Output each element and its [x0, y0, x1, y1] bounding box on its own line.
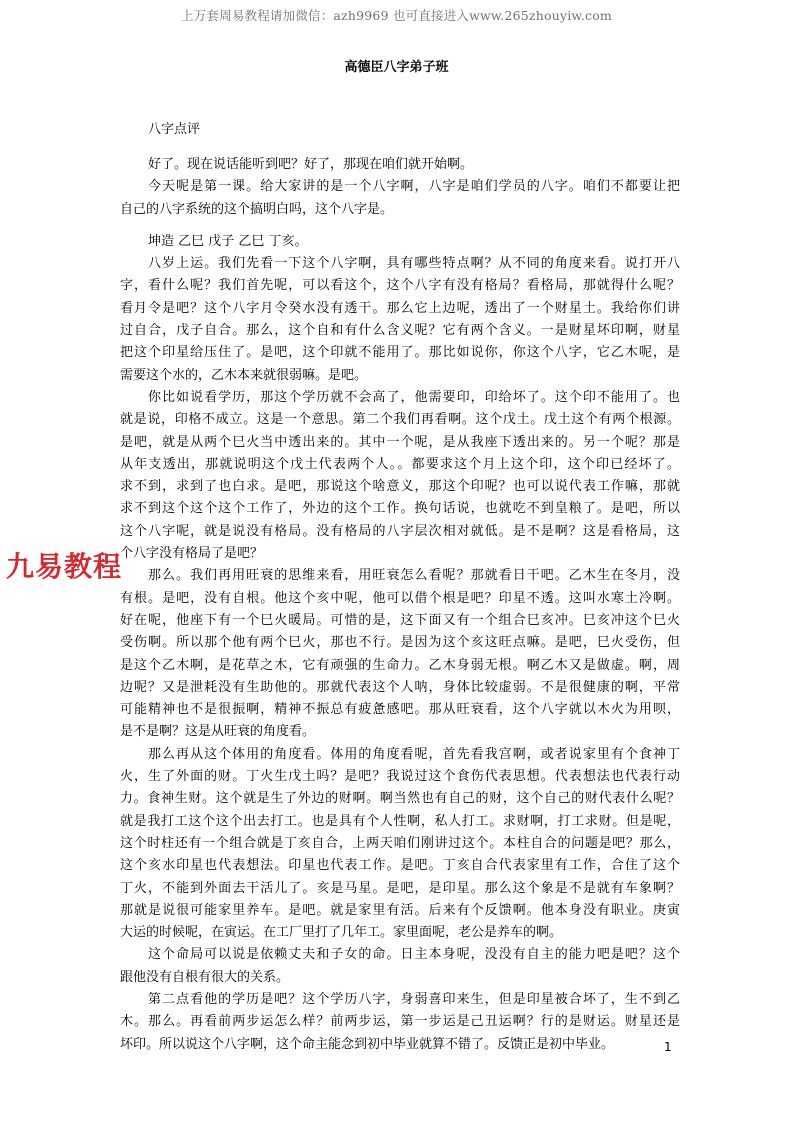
text-line: 力。食神生财。这个就是生了外边的财啊。啊当然也有自己的财，这个自己的财代表什么呢？	[120, 791, 680, 807]
text-line: 好了。现在说话能听到吧？好了，那现在咱们就开始啊。	[148, 157, 474, 172]
text-line: 可能精神也不是很振啊，精神不振总有疲惫感吧。那从旺衰看，这个八字就以木火为用呗，	[120, 702, 680, 718]
text-line: 那就是说很可能家里养车。是吧。就是家里有活。后来有个反馈啊。他本身没有职业。庚寅	[120, 902, 680, 918]
text-line: 求不到，求到了也白求。是吧，那说这个啥意义，那这个印呢？也可以说代表工作嘛，那就	[120, 479, 680, 495]
text-line: 坤造 乙巳 戊子 乙巳 丁亥。	[148, 233, 308, 249]
text-line: 大运的时候呢，在寅运。在工厂里打了几年工。家里面呢，老公是养车的啊。	[120, 925, 563, 941]
text-line: 把这个印星给压住了。是吧，这个印就不能用了。那比如说你，你这个八字，它乙木呢，是	[120, 345, 680, 361]
text-line: 需要这个水的，乙木本来就很弱嘛。是吧。	[120, 367, 368, 383]
text-line: 就是说，印格不成立。这是一个意思。第二个我们再看啊。这个戊土。戊土这个有两个根源。	[120, 412, 680, 428]
promo-banner: 上万套周易教程请加微信：azh9969 也可直接进入www.265zhouyiw.com	[181, 8, 612, 23]
document-title: 高德臣八字弟子班	[344, 60, 449, 75]
page-number: 1	[664, 1040, 672, 1054]
text-line: 受伤啊。所以那个他有两个巳火，那也不行。是因为这个亥这旺点嘛。是吧，巳火受伤，但	[120, 635, 680, 651]
text-line: 火，生了外面的财。丁火生戊土吗？是吧？我说过这个食伤代表思想。代表想法也代表行动	[120, 769, 680, 785]
text-line: 八岁上运。我们先看一下这个八字啊，具有哪些特点啊？从不同的角度来看。说打开八	[148, 256, 680, 272]
text-line: 边呢？又是泄耗没有生助他的。那就代表这个人呐，身体比较虚弱。不是很健康的啊，平常	[120, 679, 680, 695]
text-line: 好在呢，他座下有一个巳火暖局。可惜的是，这下面又有一个组合巳亥冲。巳亥冲这个巳火	[120, 612, 680, 628]
watermark-logo: 九易教程	[6, 550, 123, 583]
text-line: 第二点看他的学历是吧？这个学历八字，身弱喜印来生，但是印星被合坏了，生不到乙	[148, 991, 680, 1007]
text-line: 这个命局可以说是依赖丈夫和子女的命。日主本身呢，没没有自主的能力吧是吧？这个	[148, 947, 680, 963]
text-line: 就是我打工这个这个出去打工。也是具有个人性啊，私人打工。求财啊，打工求财。但是呢，	[120, 813, 680, 829]
text-line: 坏印。所以说这个八字啊，这个命主能念到初中毕业就算不错了。反馈正是初中毕业。	[120, 1036, 615, 1052]
text-line: 这个八字呢，就是说没有格局。没有格局的八字层次相对就低。是不是啊？这是看格局，这	[120, 523, 680, 539]
section-heading: 八字点评	[148, 122, 201, 137]
document-body	[120, 154, 680, 1056]
text-line: 丁火，不能到外面去干活儿了。亥是马星。是吧，是印星。那么这个象是不是就有车象啊？	[120, 880, 680, 896]
text-line: 是这个乙木啊，是花草之木，它有顽强的生命力。乙木身弱无根。啊乙木又是做虚。啊，周	[120, 657, 680, 673]
text-line: 这个时柱还有一个组合就是丁亥自合，上两天咱们刚讲过这个。本柱自合的问题是吧？那么，	[120, 835, 680, 851]
text-line: 字，看什么呢？我们首先呢，可以看这个，这个八字有没有格局？看格局，那就得什么呢？	[120, 278, 680, 294]
text-line: 过自合，戊子自合。那么，这个自和有什么含义呢？它有两个含义。一是财星坏印啊，财星	[120, 323, 680, 339]
text-line: 今天呢是第一课。给大家讲的是一个八字啊，八字是咱们学员的八字。咱们不都要让把	[148, 179, 680, 195]
text-line: 有根。是吧，没有自根。他这个亥中呢，他可以借个根是吧？印星不透。这叫水寒土冷啊。	[120, 590, 680, 606]
text-line: 自己的八字系统的这个搞明白吗，这个八字是。	[120, 201, 394, 217]
text-line: 你比如说看学历，那这个学历就不会高了，他需要印，印给坏了。这个印不能用了。也	[148, 389, 680, 405]
text-line: 从年支透出，那就说明这个戊土代表两个人。。都要求这个月上这个印，这个印已经坏了。	[120, 456, 680, 472]
text-line: 木。那么。再看前两步运怎么样？前两步运，第一步运是己丑运啊？行的是财运。财星还是	[120, 1014, 680, 1030]
text-line: 个八字没有格局了是吧？	[120, 546, 264, 562]
text-line: 这个亥水印星也代表想法。印星也代表工作。是吧。丁亥自合代表家里有工作，合住了这个	[120, 858, 680, 874]
text-line: 是吧，就是从两个巳火当中透出来的。其中一个呢，是从我座下透出来的。另一个呢？那是	[120, 434, 680, 450]
text-line: 那么。我们再用旺衰的思维来看，用旺衰怎么看呢？那就看日干吧。乙木生在冬月，没	[148, 568, 680, 584]
text-line: 看月令是吧？这个八字月令癸水没有透干。那么它上边呢，透出了一个财星土。我给你们讲	[120, 300, 680, 316]
text-line: 跟他没有自根有很大的关系。	[120, 969, 290, 985]
text-line: 那么再从这个体用的角度看。体用的角度看呢，首先看我宫啊，或者说家里有个食神丁	[148, 746, 680, 762]
text-line: 求不到这个这个这个工作了，外边的这个工作。换句话说，也就吃不到皇粮了。是吧，所以	[120, 501, 680, 517]
text-line: 是不是啊？这是从旺衰的角度看。	[120, 724, 316, 740]
